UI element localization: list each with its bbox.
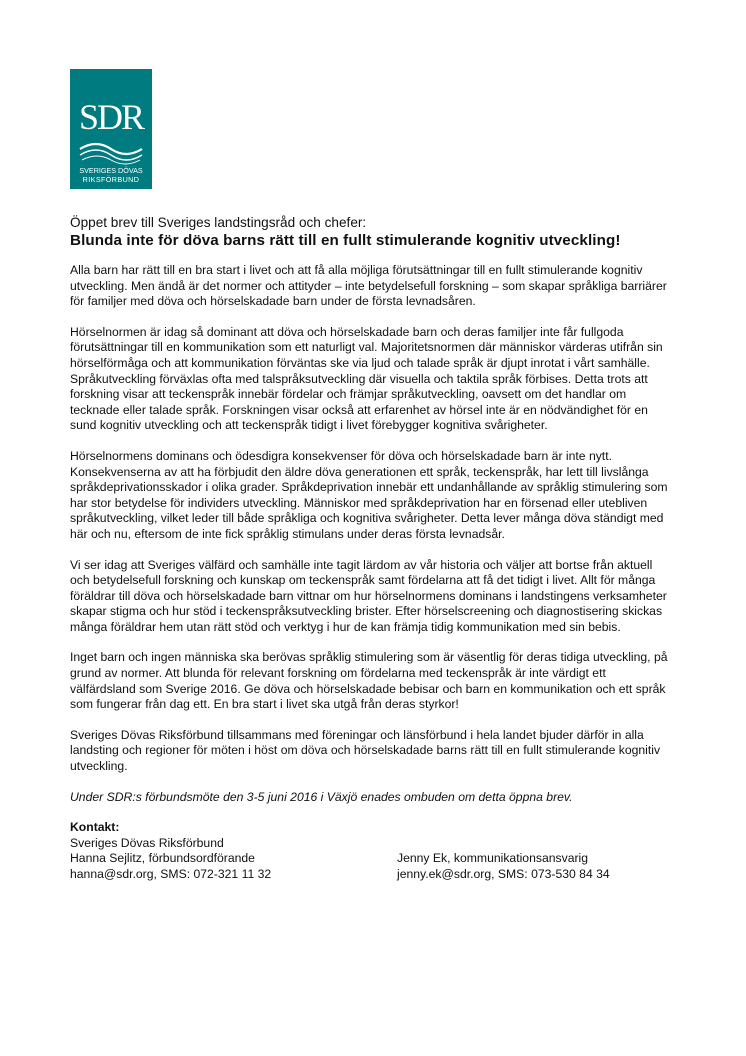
letter-headline: Blunda inte för döva barns rätt till en fullt stimulerande kognitiv utveckling! xyxy=(70,232,621,249)
contact-heading: Kontakt: xyxy=(70,820,120,835)
sdr-logo xyxy=(70,69,152,189)
contact-left-info[interactable]: hanna@sdr.org, SMS: 072-321 11 32 xyxy=(70,867,272,881)
letter-intro: Öppet brev till Sveriges landstingsråd och chefer: xyxy=(70,215,367,230)
logo-line2: RIKSFÖRBUND xyxy=(82,175,140,184)
paragraph-5: Inget barn och ingen människa ska berövas språklig stimulering som är väsentlig för deras tidiga utveckling, på grund av normer. Att blunda för relevant forskning om fördelarna med teckenspråk är inte värdigt ett välfärdsland som Sverige 2016. Ge döva och hörselskadade bebisar och barn en kommunikation och ett språk som fungerar från dag ett. En bra start i livet ska utgå från deras styrkor! xyxy=(70,650,668,712)
paragraph-6: Sveriges Dövas Riksförbund tillsammans med föreningar och länsförbund i hela landet bjuder därför in alla landsting och regioner för möten i höst om döva och hörselskadade barns rätt till en fullt stimulerande kognitiv utveckling. xyxy=(70,727,661,774)
paragraph-3: Hörselnormens dominans och ödesdigra konsekvenser för döva och hörselskadade barn är inte nytt. Konsekvenserna av att ha förbjudit den äldre döva generationen ett språk, teckenspråk, har lett till livslånga språkdeprivationsskador i olika grader. Språkdeprivation innebär ett undanhållande av språklig stimulering som har stor betydelse för individers utveckling. Människor med språkdeprivation har en försenad eller utebliven språkutveckling, vilket leder till både språkliga och kognitiva svårigheter. Detta lever många döva ständigt med här och nu, eftersom de inte fick språklig stimulans under deras första levnadsår. xyxy=(70,448,668,541)
contact-right-info[interactable]: jenny.ek@sdr.org, SMS: 073-530 84 34 xyxy=(397,867,610,881)
contact-right-name: Jenny Ek, kommunikationsansvarig xyxy=(397,851,589,866)
paragraph-1: Alla barn har rätt till en bra start i livet och att få alla möjliga förutsättningar till en fullt stimulerande kognitiv utveckling. Men ändå är det normer och attityder – inte betydelsefull forskning – som skapar språkliga barriärer för familjer med döva och hörselskadade barn under de första levnadsåren. xyxy=(70,263,667,309)
contact-block xyxy=(70,851,670,883)
wave-icon xyxy=(80,144,142,154)
logo-line1: SVERIGES DÖVAS xyxy=(79,166,143,175)
contact-org: Sveriges Dövas Riksförbund xyxy=(70,835,224,850)
paragraph-2: Hörselnormen är idag så dominant att döva och hörselskadade barn och deras familjer inte får fullgoda förutsättningar till en kommunikation som ett naturligt val. Majoritetsnormen där människor värderas utifrån sin hörselförmåga och att kommunikation förväntas ske via ljud och talade språk är djupt inrotat i vårt samhälle. Språkutveckling förväxlas ofta med talspråksutveckling där visuella och taktila språk förbises. Detta trots att forskning visar att teckenspråk innebär fördelar och främjar språkutveckling, oavsett om det handlar om tecknade eller talade språk. Forskningen visar också att erfarenhet av hörsel inte är en nödvändighet för en sund kognitiv utveckling och att teckenspråk tidigt i livet förebygger kognitiva svårigheter. xyxy=(70,324,663,433)
contact-right xyxy=(397,851,677,882)
closing-statement: Under SDR:s förbundsmöte den 3-5 juni 2016 i Växjö enades ombuden om detta öppna brev. xyxy=(70,789,573,804)
contact-left-name: Hanna Sejlitz, förbundsordförande xyxy=(70,851,255,866)
contact-left xyxy=(70,851,390,882)
sdr-logo-graphic xyxy=(70,69,152,189)
letter-body xyxy=(70,214,670,883)
logo-monogram: SDR xyxy=(78,97,144,137)
paragraph-4: Vi ser idag att Sveriges välfärd och samhälle inte tagit lärdom av vår historia och väljer att bortse från aktuell och betydelsefull forskning och kunskap om teckenspråk samt fördelarna att få det tidigt i livet. Allt för många föräldrar till döva och hörselskadade barn vittnar om hur hörselnormens dominans i landstingens verksamheter skapar stigma och hur stöd i teckenspråksutveckling brister. Efter hörselscreening och diagnostisering skickas många föräldrar hem utan rätt stöd och verktyg i hur de kan främja tidig kommunikation med sin bebis. xyxy=(70,557,667,634)
